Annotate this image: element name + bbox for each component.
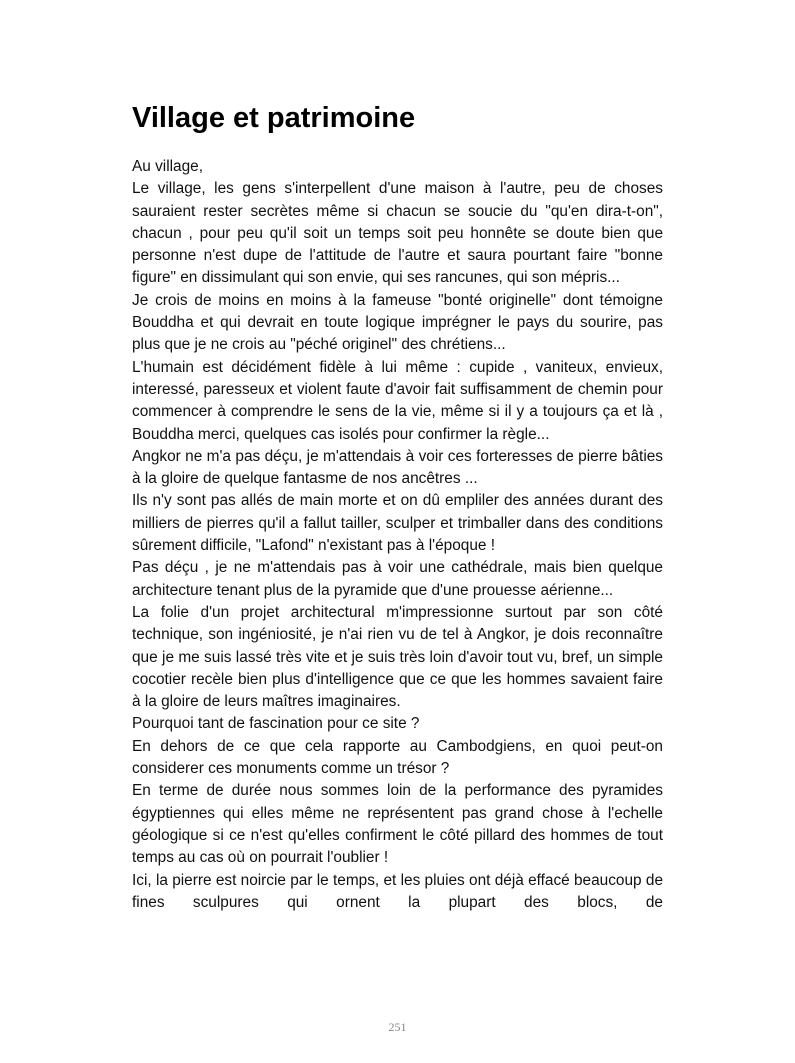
page-number: 251	[388, 1020, 407, 1034]
paragraph: Angkor ne m'a pas déçu, je m'attendais à voir ces forteresses de pierre bâties à la gloire de quelque fantasme de nos ancêtres ...	[132, 447, 663, 488]
paragraph: Au village,	[132, 158, 204, 175]
paragraph: Ils n'y sont pas allés de main morte et on dû empliler des années durant des milliers de pierres qu'il a fallut tailler, sculper et trimballer dans des conditions sûrement difficile, "Lafond" n'existant pas à l'époque !	[132, 492, 663, 555]
paragraph: Le village, les gens s'interpellent d'une maison à l'autre, peu de choses sauraient rester secrètes même si chacun se soucie du "qu'en dira-t-on", chacun , pour peu qu'il soit un temps soit peu honnête se doute bien que personne n'est dupe de l'attitude de l'autre et saura pourtant faire "bonne figure" en dissimulant qui son envie, qui ses rancunes, qui son mépris...	[132, 180, 663, 287]
paragraph: Ici, la pierre est noircie par le temps, et les pluies ont déjà effacé beaucoup de fines sculpures qui ornent la plupart des blocs, de	[132, 871, 664, 911]
paragraph: Pas déçu , je ne m'attendais pas à voir une cathédrale, mais bien quelque architecture tenant plus de la pyramide que d'une prouesse aérienne...	[132, 559, 663, 599]
paragraph: Pourquoi tant de fascination pour ce site ?	[132, 715, 420, 733]
paragraph: En dehors de ce que cela rapporte au Cambodgiens, en quoi peut-on considerer ces monuments comme un trésor ?	[132, 737, 663, 778]
page-title: Village et patrimoine	[132, 102, 416, 134]
paragraph: La folie d'un projet architectural m'impressionne surtout par son côté technique, son ingéniosité, je n'ai rien vu de tel à Angkor, je dois reconnaître que je me suis lassé très vite et je suis très loin d'avoir tout vu, bref, un simple cocotier recèle bien plus d'intelligence que ce que les hommes savaient faire à la gloire de leurs maîtres imaginaires.	[132, 603, 663, 711]
paragraph: L'humain est décidément fidèle à lui même : cupide , vaniteux, envieux, interessé, paresseux et violent faute d'avoir fait suffisamment de chemin pour commencer à comprendre le sens de la vie, même si il y a toujours ça et là , Bouddha merci, quelques cas isolés pour confirmer la règle...	[132, 358, 663, 443]
body-text	[132, 156, 663, 914]
paragraph: En terme de durée nous sommes loin de la performance des pyramides égyptiennes qui elles même ne représentent pas grand chose à l'echelle géologique si ce n'est qu'elles confirment le côté pillard des hommes de tout temps au cas où on pourrait l'oublier !	[132, 782, 663, 867]
paragraph: Je crois de moins en moins à la fameuse "bonté originelle" dont témoigne Bouddha et qui devrait en toute logique imprégner le pays du sourire, pas plus que je ne crois au "péché originel" des chrétiens...	[132, 291, 663, 354]
